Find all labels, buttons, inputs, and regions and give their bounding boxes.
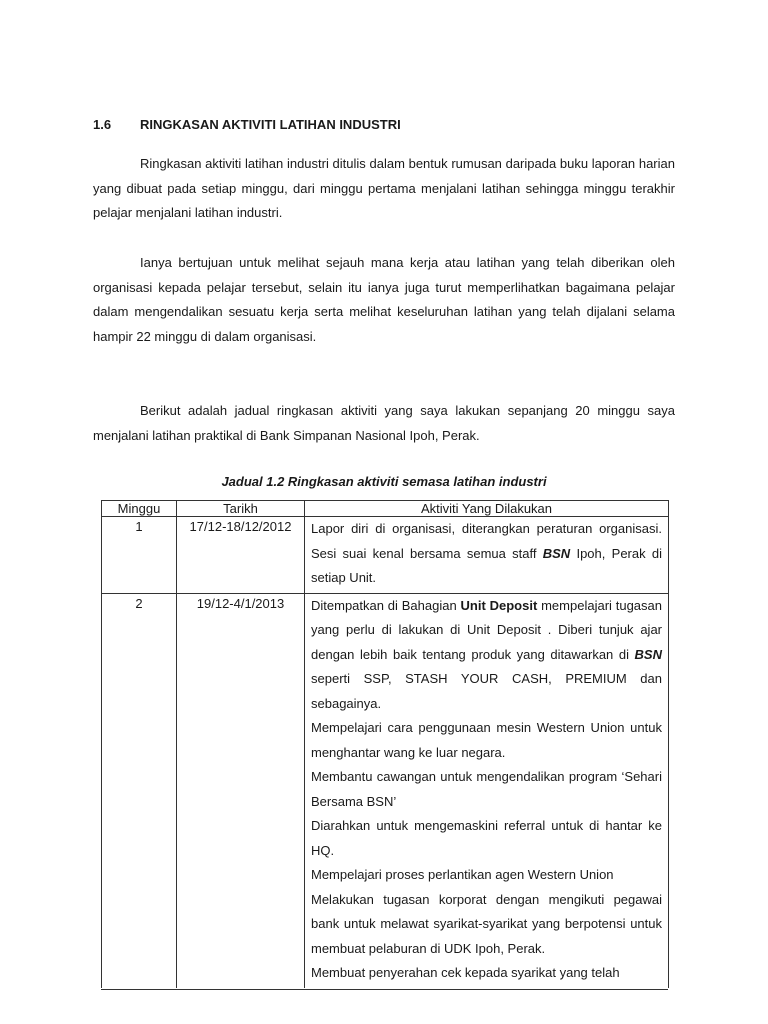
- activity-item: [311, 517, 662, 591]
- date-cell: 17/12-18/12/2012: [177, 517, 305, 594]
- activity-item: Mempelajari cara penggunaan mesin Western Union untuk menghantar wang ke luar negara.: [311, 720, 662, 760]
- week-cell: 1: [102, 517, 177, 594]
- activity-bold-text: Unit Deposit: [460, 597, 538, 613]
- paragraph-2: Ianya bertujuan untuk melihat sejauh mana kerja atau latihan yang telah diberikan oleh organisasi kepada pelajar tersebut, selain itu ianya juga turut memperlihatkan bagaimana pelajar dalam mengendalikan sesuatu kerja serta melihat keseluruhan latihan yang telah dijalani selama hampir 22 minggu di dalam organisasi.: [93, 255, 675, 344]
- activity-item: Melakukan tugasan korporat dengan mengikuti pegawai bank untuk melawat syarikat-syarikat yang berpotensi untuk membuat pelaburan di UDK Ipoh, Perak.: [311, 891, 662, 956]
- activity-text: Lapor diri di organisasi, diterangkan peraturan organisasi. Sesi suai kenal bersama semua staff: [311, 521, 662, 561]
- activity-text: mempelajari tugasan yang perlu di lakukan di Unit Deposit . Diberi tunjuk ajar dengan lebih baik tentang produk yang ditawarkan di: [311, 597, 662, 662]
- table-bottom-border: [101, 989, 668, 990]
- activity-bold-text: BSN: [634, 646, 662, 662]
- activity-table: [101, 500, 669, 988]
- activity-item: Diarahkan untuk mengemaskini referral untuk di hantar ke HQ.: [311, 818, 662, 858]
- table-header-row: [102, 501, 669, 517]
- table-row: [102, 593, 669, 988]
- header-week: Minggu: [102, 501, 177, 517]
- header-date: Tarikh: [177, 501, 305, 517]
- table-caption-text: Jadual 1.2 Ringkasan aktiviti semasa latihan industri: [221, 474, 547, 489]
- paragraph-1: Ringkasan aktiviti latihan industri ditulis dalam bentuk rumusan daripada buku laporan harian yang dibuat pada setiap minggu, dari minggu pertama menjalani latihan sehingga minggu terakhir pelajar menjalani latihan industri.: [93, 156, 675, 220]
- activity-item: Membantu cawangan untuk mengendalikan program ‘Sehari Bersama BSN’: [311, 769, 662, 809]
- section-number: 1.6: [93, 117, 112, 132]
- date-cell: 19/12-4/1/2013: [177, 593, 305, 988]
- header-activity: Aktiviti Yang Dilakukan: [305, 501, 669, 517]
- activity-text: seperti SSP, STASH YOUR CASH, PREMIUM dan sebagainya.: [311, 671, 662, 711]
- table-caption: [0, 474, 768, 489]
- section-heading: [93, 117, 401, 132]
- activity-text: Ipoh, Perak di setiap Unit.: [311, 545, 662, 585]
- activity-bold-text: BSN: [542, 545, 571, 561]
- week-cell: 2: [102, 593, 177, 988]
- activity-item: [311, 594, 662, 717]
- activity-item: Mempelajari proses perlantikan agen Western Union: [311, 867, 614, 882]
- activity-cell: [305, 593, 669, 988]
- section-title: RINGKASAN AKTIVITI LATIHAN INDUSTRI: [140, 117, 401, 132]
- activity-text: Ditempatkan di Bahagian: [311, 597, 461, 613]
- paragraph-3: Berikut adalah jadual ringkasan aktiviti yang saya lakukan sepanjang 20 minggu saya menjalani latihan praktikal di Bank Simpanan Nasional Ipoh, Perak.: [93, 403, 675, 443]
- table-row: [102, 517, 669, 594]
- activity-cell: [305, 517, 669, 594]
- activity-item: Membuat penyerahan cek kepada syarikat yang telah: [311, 965, 620, 980]
